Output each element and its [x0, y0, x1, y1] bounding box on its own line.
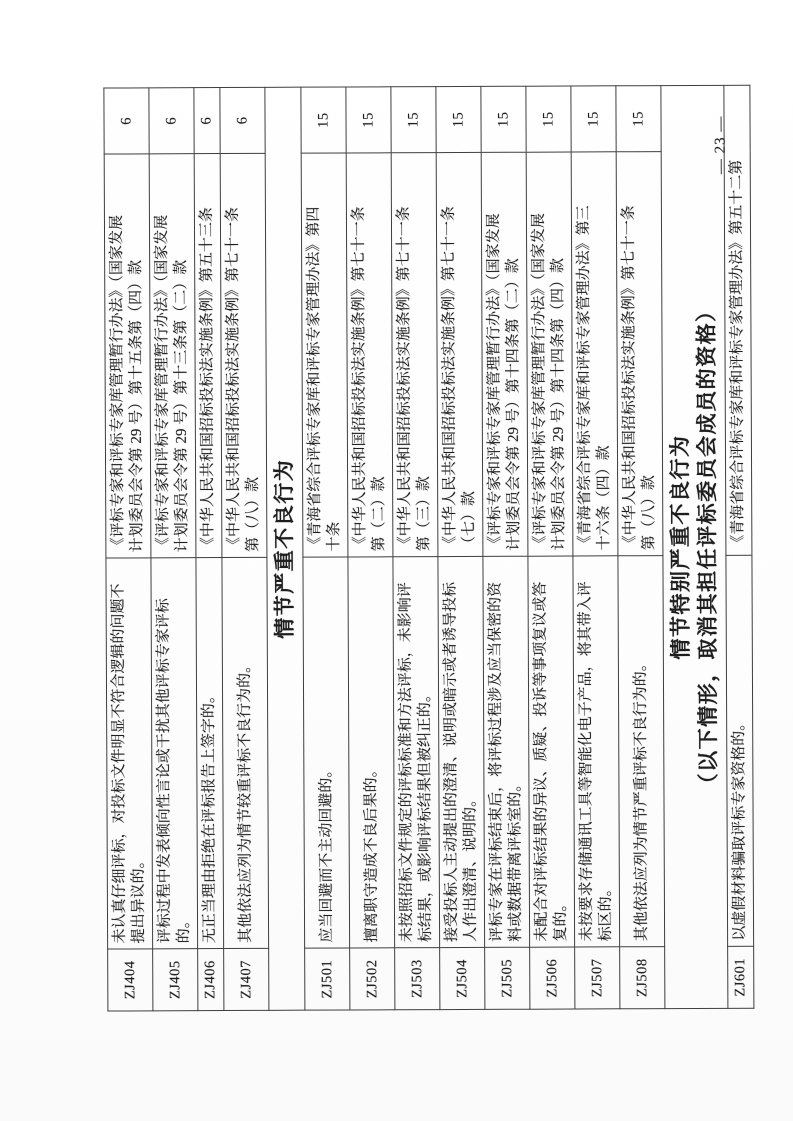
table-row [616, 86, 665, 1009]
legal-basis-cell: 《青海省综合评标专家库和评标专家管理办法》第四 十条 [301, 153, 348, 557]
score-cell: 6 [194, 88, 220, 154]
code-cell: ZJ508 [620, 947, 665, 1009]
legal-basis-cell: 《青海省综合评标专家库和评标专家管理办法》第五十二第 [724, 85, 752, 555]
description-cell: 以虚假材料骗取评标专家资格的。 [726, 555, 754, 946]
score-cell: 15 [481, 86, 526, 152]
score-cell: 15 [436, 86, 481, 152]
description-cell: 未按要求存储通讯工具等智能化电子产品，将其带入评 标区的。 [573, 556, 620, 947]
score-cell: 6 [149, 88, 194, 154]
code-cell: ZJ407 [224, 948, 269, 1010]
code-cell: ZJ502 [350, 948, 395, 1010]
page-number: — 23 — [712, 115, 729, 175]
table-row [194, 88, 224, 1011]
legal-basis-cell: 《中华人民共和国招标投标法实施条例》第七十一条 第（八）款 [616, 152, 663, 556]
legal-basis-cell: 《中华人民共和国招标投标法实施条例》第七十一条 第（三）款 [391, 153, 438, 557]
code-cell: ZJ405 [153, 949, 198, 1011]
code-cell: ZJ507 [575, 947, 620, 1009]
table-row [391, 87, 440, 1010]
code-cell: ZJ503 [395, 948, 440, 1010]
code-cell: ZJ504 [440, 947, 485, 1009]
code-cell: ZJ501 [305, 948, 350, 1010]
description-cell: 无正当理由拒绝在评标报告上签字的。 [196, 558, 224, 949]
table-row [571, 86, 620, 1009]
description-cell: 其他依法应列为情节较重评标不良行为的。 [222, 557, 269, 948]
legal-basis-cell: 《评标专家和评标专家库管理暂行办法》（国家发展 计划委员会令第 29 号）第十四条第（四）款 [526, 152, 573, 556]
legal-basis-cell: 《中华人民共和国招标投标法实施条例》第七十一条 第（二）款 [346, 153, 393, 557]
score-cell: 6 [104, 88, 149, 154]
description-cell: 未配合对评标结果的异议、质疑、投诉等事项复议或答 复的。 [528, 556, 575, 947]
table-row [220, 87, 269, 1010]
legal-basis-cell: 《评标专家和评标专家库管理暂行办法》（国家发展 计划委员会令第 29 号）第十四条第（二）款 [481, 152, 528, 556]
legal-basis-cell: 《评标专家和评标专家库管理暂行办法》（国家发展 计划委员会令第 29 号）第十五条第（四）款 [104, 154, 151, 558]
score-cell: 15 [571, 86, 616, 152]
table-row [346, 87, 395, 1010]
description-cell: 应当回避而不主动回避的。 [303, 557, 350, 948]
score-cell: 15 [616, 86, 661, 152]
deduction-table-body [104, 85, 754, 1011]
legal-basis-cell: 《中华人民共和国招标投标法实施条例》第五十三条 [194, 154, 222, 558]
code-cell: ZJ601 [728, 946, 754, 1008]
description-cell: 接受投标人主动提出的澄清、说明或暗示或者诱导投标 人作出澄清、说明的。 [438, 556, 485, 947]
table-row [436, 86, 485, 1009]
table-row [481, 86, 530, 1009]
description-cell: 评标过程中发表倾向性言论或干扰其他评标专家评标 的。 [151, 558, 198, 949]
section-header-row [265, 87, 305, 1010]
table-row [724, 85, 754, 1008]
section-header-row [661, 85, 728, 1008]
table-row [526, 86, 575, 1009]
section-header: 情节严重不良行为 [265, 87, 305, 1010]
misconduct-deduction-table [103, 85, 754, 1012]
description-cell: 未认真仔细评标，对投标文件明显不符合逻辑的问题不 提出异议的。 [106, 558, 153, 949]
legal-basis-cell: 《中华人民共和国招标投标法实施条例》第七十一条 第（八）款 [220, 153, 267, 557]
table-row [149, 88, 198, 1011]
code-cell: ZJ506 [530, 947, 575, 1009]
score-cell: 15 [301, 87, 346, 153]
score-cell: 6 [220, 87, 265, 153]
table-row [301, 87, 350, 1010]
score-cell: 15 [391, 87, 436, 153]
legal-basis-cell: 《评标专家和评标专家库管理暂行办法》（国家发展 计划委员会令第 29 号）第十三条第（二）款 [149, 154, 196, 558]
description-cell: 评标专家在评标结束后，将评标过程涉及应当保密的资 料或数据带离评标室的。 [483, 556, 530, 947]
score-cell: 15 [526, 86, 571, 152]
score-cell: 15 [346, 87, 391, 153]
code-cell: ZJ505 [485, 947, 530, 1009]
code-cell: ZJ406 [198, 949, 224, 1011]
code-cell: ZJ404 [108, 949, 153, 1011]
description-cell: 擅离职守造成不良后果的。 [348, 557, 395, 948]
section-header: 情节特别严重不良行为 （以下情形，取消其担任评标委员会成员的资格） [661, 85, 728, 1008]
description-cell: 未按照招标文件规定的评标标准和方法评标，未影响评 标结果，或影响评标结果但被纠正的。 [393, 557, 440, 948]
legal-basis-cell: 《中华人民共和国招标投标法实施条例》第七十一条 （七）款 [436, 152, 483, 556]
legal-basis-cell: 《青海省综合评标专家库和评标专家管理办法》第三 十六条（四）款 [571, 152, 618, 556]
table-row [104, 88, 153, 1011]
description-cell: 其他依法应列为情节严重评标不良行为的。 [618, 556, 665, 947]
